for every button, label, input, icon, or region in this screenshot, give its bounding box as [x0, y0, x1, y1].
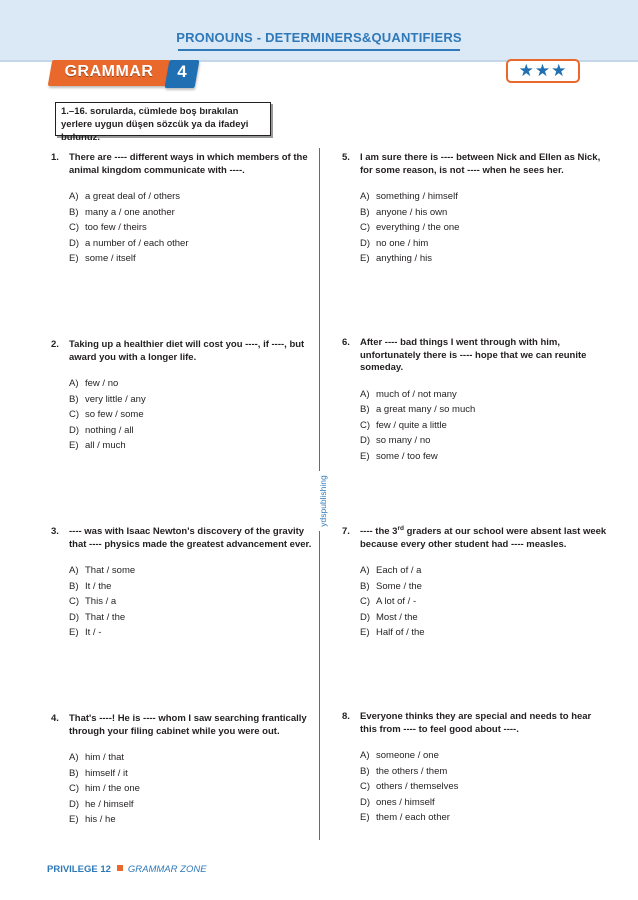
option-text: many a / one another: [85, 206, 175, 218]
option-c[interactable]: [69, 407, 319, 423]
option-text: very little / any: [85, 393, 146, 405]
option-letter: E): [360, 253, 370, 264]
option-b[interactable]: [69, 392, 319, 408]
option-text: That / the: [85, 611, 126, 623]
option-text: Most / the: [376, 611, 418, 623]
option-letter: D): [69, 424, 80, 436]
option-text: Some / the: [376, 580, 422, 592]
option-d[interactable]: [69, 797, 319, 813]
options-list: [69, 563, 319, 641]
option-letter: E): [69, 814, 79, 825]
option-text: anything / his: [376, 253, 432, 264]
option-a[interactable]: [360, 563, 610, 579]
side-brand-wrap: [313, 471, 327, 531]
option-letter: E): [360, 627, 370, 638]
option-letter: E): [69, 440, 79, 451]
option-a[interactable]: [69, 189, 319, 205]
question-4: [51, 713, 319, 828]
option-text: his / he: [85, 814, 116, 825]
option-b[interactable]: [360, 764, 610, 780]
question-text: Taking up a healthier diet will cost you ----, if ----, but award you with a longer life.: [69, 339, 305, 363]
option-a[interactable]: [69, 376, 319, 392]
option-letter: B): [69, 580, 79, 592]
option-letter: B): [360, 765, 370, 777]
option-text: him / that: [85, 752, 125, 763]
option-text: It / the: [85, 580, 112, 592]
option-letter: A): [360, 191, 370, 202]
option-text: It / -: [85, 627, 102, 638]
option-text: him / the one: [85, 783, 140, 794]
options-list: [69, 189, 319, 267]
question-text: After ---- bad things I went through with him, unfortunately there is ---- hope that we can reunite someday.: [360, 337, 587, 373]
option-text: some / too few: [376, 450, 438, 462]
option-c[interactable]: [360, 220, 610, 236]
option-d[interactable]: [360, 610, 610, 626]
option-text: anyone / his own: [376, 206, 448, 218]
option-letter: A): [360, 750, 370, 761]
section-label: GRAMMAR: [64, 63, 154, 80]
option-text: a great many / so much: [376, 404, 476, 415]
option-text: Each of / a: [376, 565, 422, 576]
footer-square-icon: [117, 865, 123, 871]
option-letter: A): [360, 388, 370, 400]
option-text: so many / no: [376, 435, 431, 446]
question-1: [51, 152, 319, 267]
option-d[interactable]: [69, 610, 319, 626]
option-b[interactable]: [69, 766, 319, 782]
option-a[interactable]: [69, 563, 319, 579]
option-letter: B): [360, 404, 370, 415]
option-letter: D): [69, 798, 80, 810]
option-e[interactable]: [69, 251, 319, 267]
option-letter: E): [360, 450, 370, 462]
question-text: That's ----! He is ---- whom I saw searching frantically through your filing cabinet while you were out.: [69, 713, 307, 737]
question-number: 7.: [342, 526, 350, 537]
footer-zone: GRAMMAR ZONE: [127, 864, 207, 875]
option-text: few / quite a little: [376, 419, 447, 431]
page-title: PRONOUNS - DETERMINERS&QUANTIFIERS: [176, 30, 462, 45]
unit-number: 4: [177, 62, 187, 81]
option-text: himself / it: [85, 767, 128, 779]
option-c[interactable]: [360, 779, 610, 795]
instructions-box: 1.–16. sorularda, cümlede boş bırakılan yerlere uygun düşen sözcük ya da ifadeyi bulunuz.: [55, 102, 271, 136]
option-letter: A): [69, 191, 79, 202]
question-number: 1.: [51, 152, 59, 163]
option-a[interactable]: [360, 748, 610, 764]
option-letter: D): [360, 796, 371, 808]
option-letter: A): [360, 565, 370, 576]
option-c[interactable]: [69, 220, 319, 236]
question-text: There are ---- different ways in which members of the animal kingdom communicate with ----.: [69, 152, 308, 176]
option-letter: D): [69, 611, 80, 623]
option-letter: C): [360, 222, 371, 233]
option-c[interactable]: [69, 594, 319, 610]
option-b[interactable]: [360, 402, 610, 418]
option-e[interactable]: [360, 810, 610, 826]
option-text: he / himself: [85, 798, 134, 810]
question-number: 4.: [51, 713, 59, 724]
option-letter: C): [69, 409, 80, 420]
option-letter: B): [360, 206, 370, 218]
option-text: them / each other: [376, 812, 450, 823]
option-letter: C): [360, 419, 371, 431]
option-letter: C): [69, 222, 80, 233]
option-b[interactable]: [69, 205, 319, 221]
option-a[interactable]: [360, 387, 610, 403]
option-e[interactable]: [69, 438, 319, 454]
question-number: 8.: [342, 711, 350, 722]
option-text: everything / the one: [376, 222, 460, 233]
footer-brand: PRIVILEGE 12: [47, 864, 111, 875]
option-letter: E): [69, 253, 79, 264]
option-letter: B): [360, 580, 370, 592]
question-text: I am sure there is ---- between Nick and Ellen as Nick, for some reason, is not ---- when he sees her.: [360, 152, 601, 176]
option-text: few / no: [85, 378, 119, 389]
option-d[interactable]: [69, 236, 319, 252]
option-text: something / himself: [376, 191, 458, 202]
ordinal-suffix: rd: [397, 524, 404, 532]
option-text: A lot of / -: [376, 596, 417, 607]
question-number: 6.: [342, 337, 350, 348]
question-number: 3.: [51, 526, 59, 537]
question-text: [360, 526, 610, 551]
option-letter: C): [360, 781, 371, 792]
question-text-end: graders at our school were absent last week because every other student had ---- measles.: [360, 526, 607, 550]
question-6: [342, 337, 610, 464]
options-list: [360, 387, 610, 465]
option-a[interactable]: [69, 750, 319, 766]
question-3: [51, 526, 319, 641]
option-text: That / some: [85, 565, 136, 576]
question-text-start: ---- the 3: [360, 526, 398, 537]
option-letter: A): [69, 752, 79, 763]
option-text: too few / theirs: [85, 222, 147, 233]
option-text: someone / one: [376, 750, 439, 761]
options-list: [360, 563, 610, 641]
option-letter: C): [360, 596, 371, 607]
option-e[interactable]: [69, 625, 319, 641]
option-d[interactable]: [69, 423, 319, 439]
option-text: the others / them: [376, 765, 448, 777]
option-letter: B): [69, 393, 79, 405]
option-letter: E): [69, 627, 79, 638]
option-letter: C): [69, 596, 80, 607]
option-text: so few / some: [85, 409, 144, 420]
side-brand: ydspublishing: [318, 475, 328, 527]
option-text: much of / not many: [376, 388, 457, 400]
option-b[interactable]: [69, 579, 319, 595]
question-text: ---- was with Isaac Newton's discovery of the gravity that ---- physics made the greatest advancement ever.: [69, 526, 312, 550]
option-letter: D): [360, 237, 371, 249]
option-e[interactable]: [360, 449, 610, 465]
option-e[interactable]: [360, 625, 610, 641]
question-5: [342, 152, 610, 267]
question-text: Everyone thinks they are special and needs to hear this from ---- to feel good about ----.: [360, 711, 592, 735]
question-2: [51, 339, 319, 454]
option-text: nothing / all: [85, 424, 134, 436]
option-letter: C): [69, 783, 80, 794]
options-list: [69, 750, 319, 828]
option-letter: B): [69, 767, 79, 779]
option-e[interactable]: [69, 812, 319, 828]
option-text: ones / himself: [376, 796, 435, 808]
title-underline: [178, 49, 460, 51]
option-letter: A): [69, 565, 79, 576]
option-text: no one / him: [376, 237, 429, 249]
option-letter: D): [69, 237, 80, 249]
option-text: all / much: [85, 440, 126, 451]
option-text: a great deal of / others: [85, 191, 181, 202]
option-text: This / a: [85, 596, 117, 607]
question-number: 2.: [51, 339, 59, 350]
option-text: others / themselves: [376, 781, 459, 792]
difficulty-stars: ★★★: [506, 59, 580, 83]
option-d[interactable]: [360, 433, 610, 449]
question-number: 5.: [342, 152, 350, 163]
option-letter: D): [360, 435, 371, 446]
page-footer: [47, 864, 207, 875]
question-8: [342, 711, 610, 826]
question-7: [342, 524, 610, 641]
option-text: some / itself: [85, 253, 136, 264]
option-text: a number of / each other: [85, 237, 189, 249]
option-c[interactable]: [360, 418, 610, 434]
option-c[interactable]: [69, 781, 319, 797]
option-e[interactable]: [360, 251, 610, 267]
option-a[interactable]: [360, 189, 610, 205]
option-letter: B): [69, 206, 79, 218]
option-d[interactable]: [360, 236, 610, 252]
option-letter: E): [360, 812, 370, 823]
option-c[interactable]: [360, 594, 610, 610]
option-letter: D): [360, 611, 371, 623]
options-list: [360, 189, 610, 267]
option-d[interactable]: [360, 795, 610, 811]
option-b[interactable]: [360, 205, 610, 221]
option-text: Half of / the: [376, 627, 425, 638]
options-list: [69, 376, 319, 454]
option-b[interactable]: [360, 579, 610, 595]
options-list: [360, 748, 610, 826]
option-letter: A): [69, 378, 79, 389]
